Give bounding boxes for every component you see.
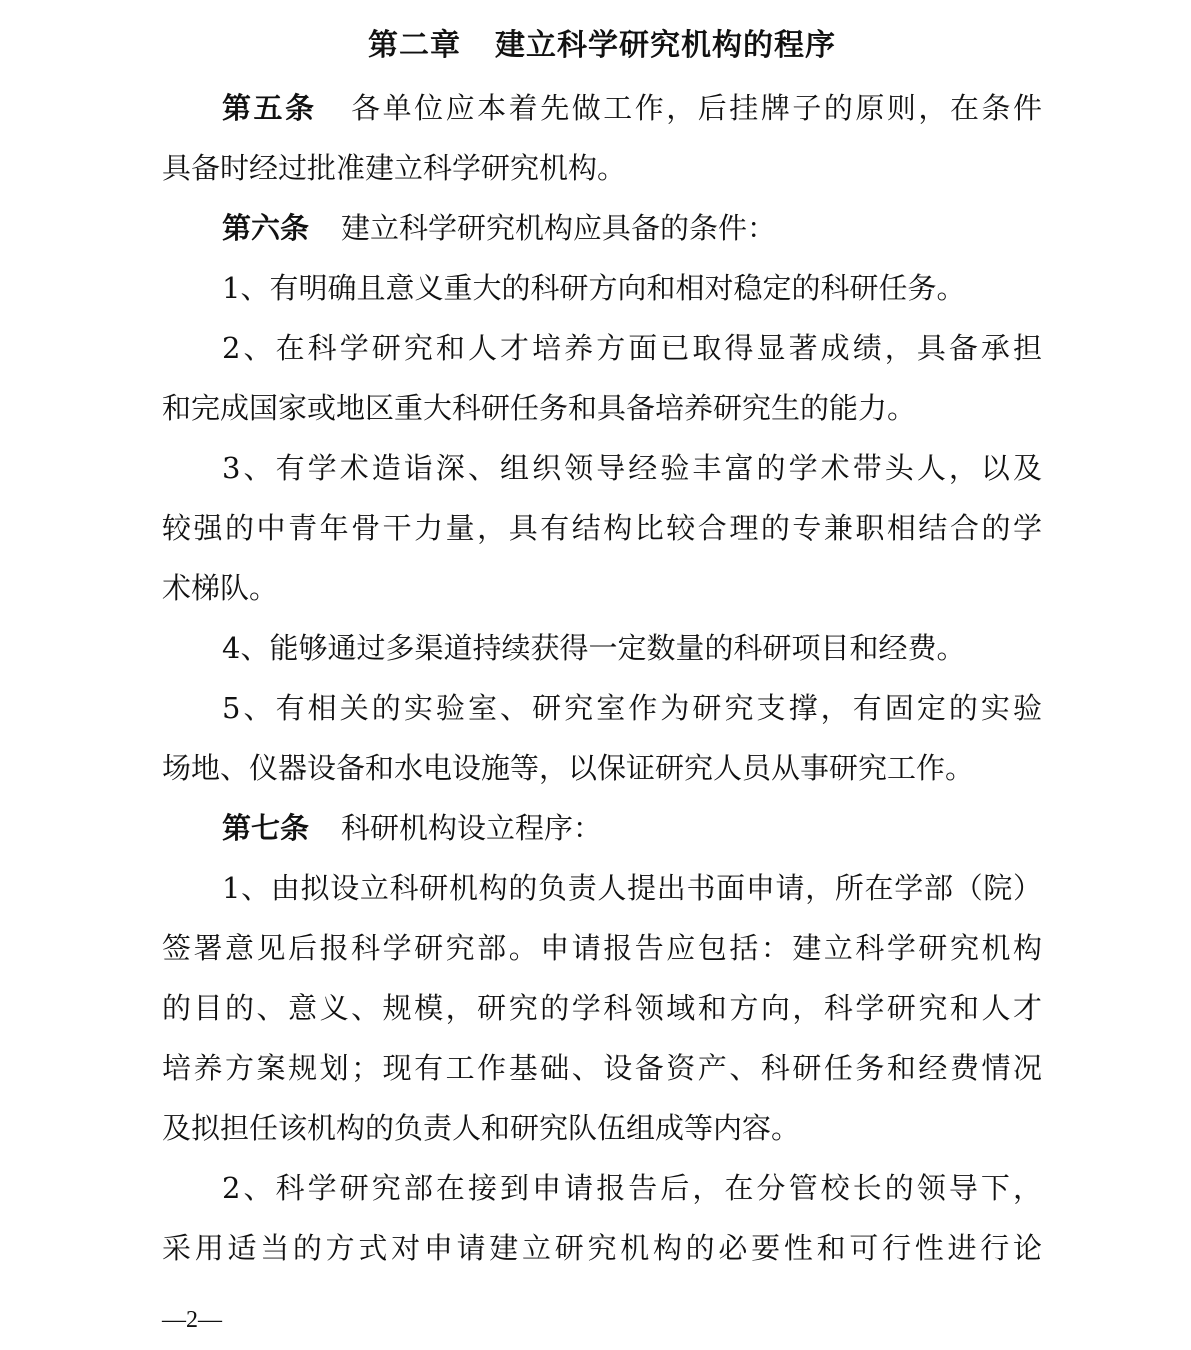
article-6-item-5-line-2: 场地、仪器设备和水电设施等，以保证研究人员从事研究工作。 bbox=[162, 751, 975, 785]
article-5-text: 各单位应本着先做工作，后挂牌子的原则，在条件 bbox=[348, 91, 1042, 125]
article-7-item-2-line-2: 采用适当的方式对申请建立研究机构的必要性和可行性进行论 bbox=[162, 1231, 1042, 1265]
article-7-item-1-line-2: 签署意见后报科学研究部。申请报告应包括：建立科学研究机构 bbox=[162, 931, 1042, 965]
article-7-label: 第七条 bbox=[222, 811, 310, 845]
article-7-line-1 bbox=[162, 798, 1042, 858]
article-5-label: 第五条 bbox=[222, 91, 317, 125]
article-5-line-2: 具备时经过批准建立科学研究机构。 bbox=[162, 151, 627, 185]
article-6-item-3-line-1: 3、有学术造诣深、组织领导经验丰富的学术带头人，以及 bbox=[222, 451, 1042, 485]
article-6-item-3-line-2: 较强的中青年骨干力量，具有结构比较合理的专兼职相结合的学 bbox=[162, 511, 1042, 545]
chapter-title: 建立科学研究机构的程序 bbox=[495, 28, 836, 63]
article-7-item-1-line-5: 及拟担任该机构的负责人和研究队伍组成等内容。 bbox=[162, 1111, 801, 1145]
article-7-intro: 科研机构设立程序： bbox=[341, 811, 603, 845]
article-6-item-2-line-1: 2、在科学研究和人才培养方面已取得显著成绩，具备承担 bbox=[222, 331, 1042, 365]
article-6-item-5-line-1: 5、有相关的实验室、研究室作为研究支撑，有固定的实验 bbox=[222, 691, 1042, 725]
article-7-item-1-line-3: 的目的、意义、规模，研究的学科领域和方向，科学研究和人才 bbox=[162, 991, 1042, 1025]
article-6-item-3-line-3: 术梯队。 bbox=[162, 571, 279, 605]
chapter-number: 第二章 bbox=[368, 28, 461, 63]
article-7-item-1-line-1: 1、由拟设立科研机构的负责人提出书面申请，所在学部（院） bbox=[222, 871, 1042, 905]
article-6-line-1 bbox=[162, 198, 1042, 258]
page-number: —2— bbox=[162, 1307, 222, 1333]
article-6-intro: 建立科学研究机构应具备的条件： bbox=[341, 211, 777, 245]
chapter-heading bbox=[162, 22, 1042, 70]
article-6-item-4: 4、能够通过多渠道持续获得一定数量的科研项目和经费。 bbox=[222, 631, 966, 665]
article-7-item-1-line-4: 培养方案规划；现有工作基础、设备资产、科研任务和经费情况 bbox=[162, 1051, 1042, 1085]
article-6-item-2-line-2: 和完成国家或地区重大科研任务和具备培养研究生的能力。 bbox=[162, 391, 917, 425]
article-7-item-2-line-1: 2、科学研究部在接到申请报告后，在分管校长的领导下， bbox=[222, 1171, 1042, 1205]
article-6-label: 第六条 bbox=[222, 211, 310, 245]
article-6-item-1: 1、有明确且意义重大的科研方向和相对稳定的科研任务。 bbox=[222, 271, 966, 305]
article-5-line-1 bbox=[162, 78, 1042, 138]
